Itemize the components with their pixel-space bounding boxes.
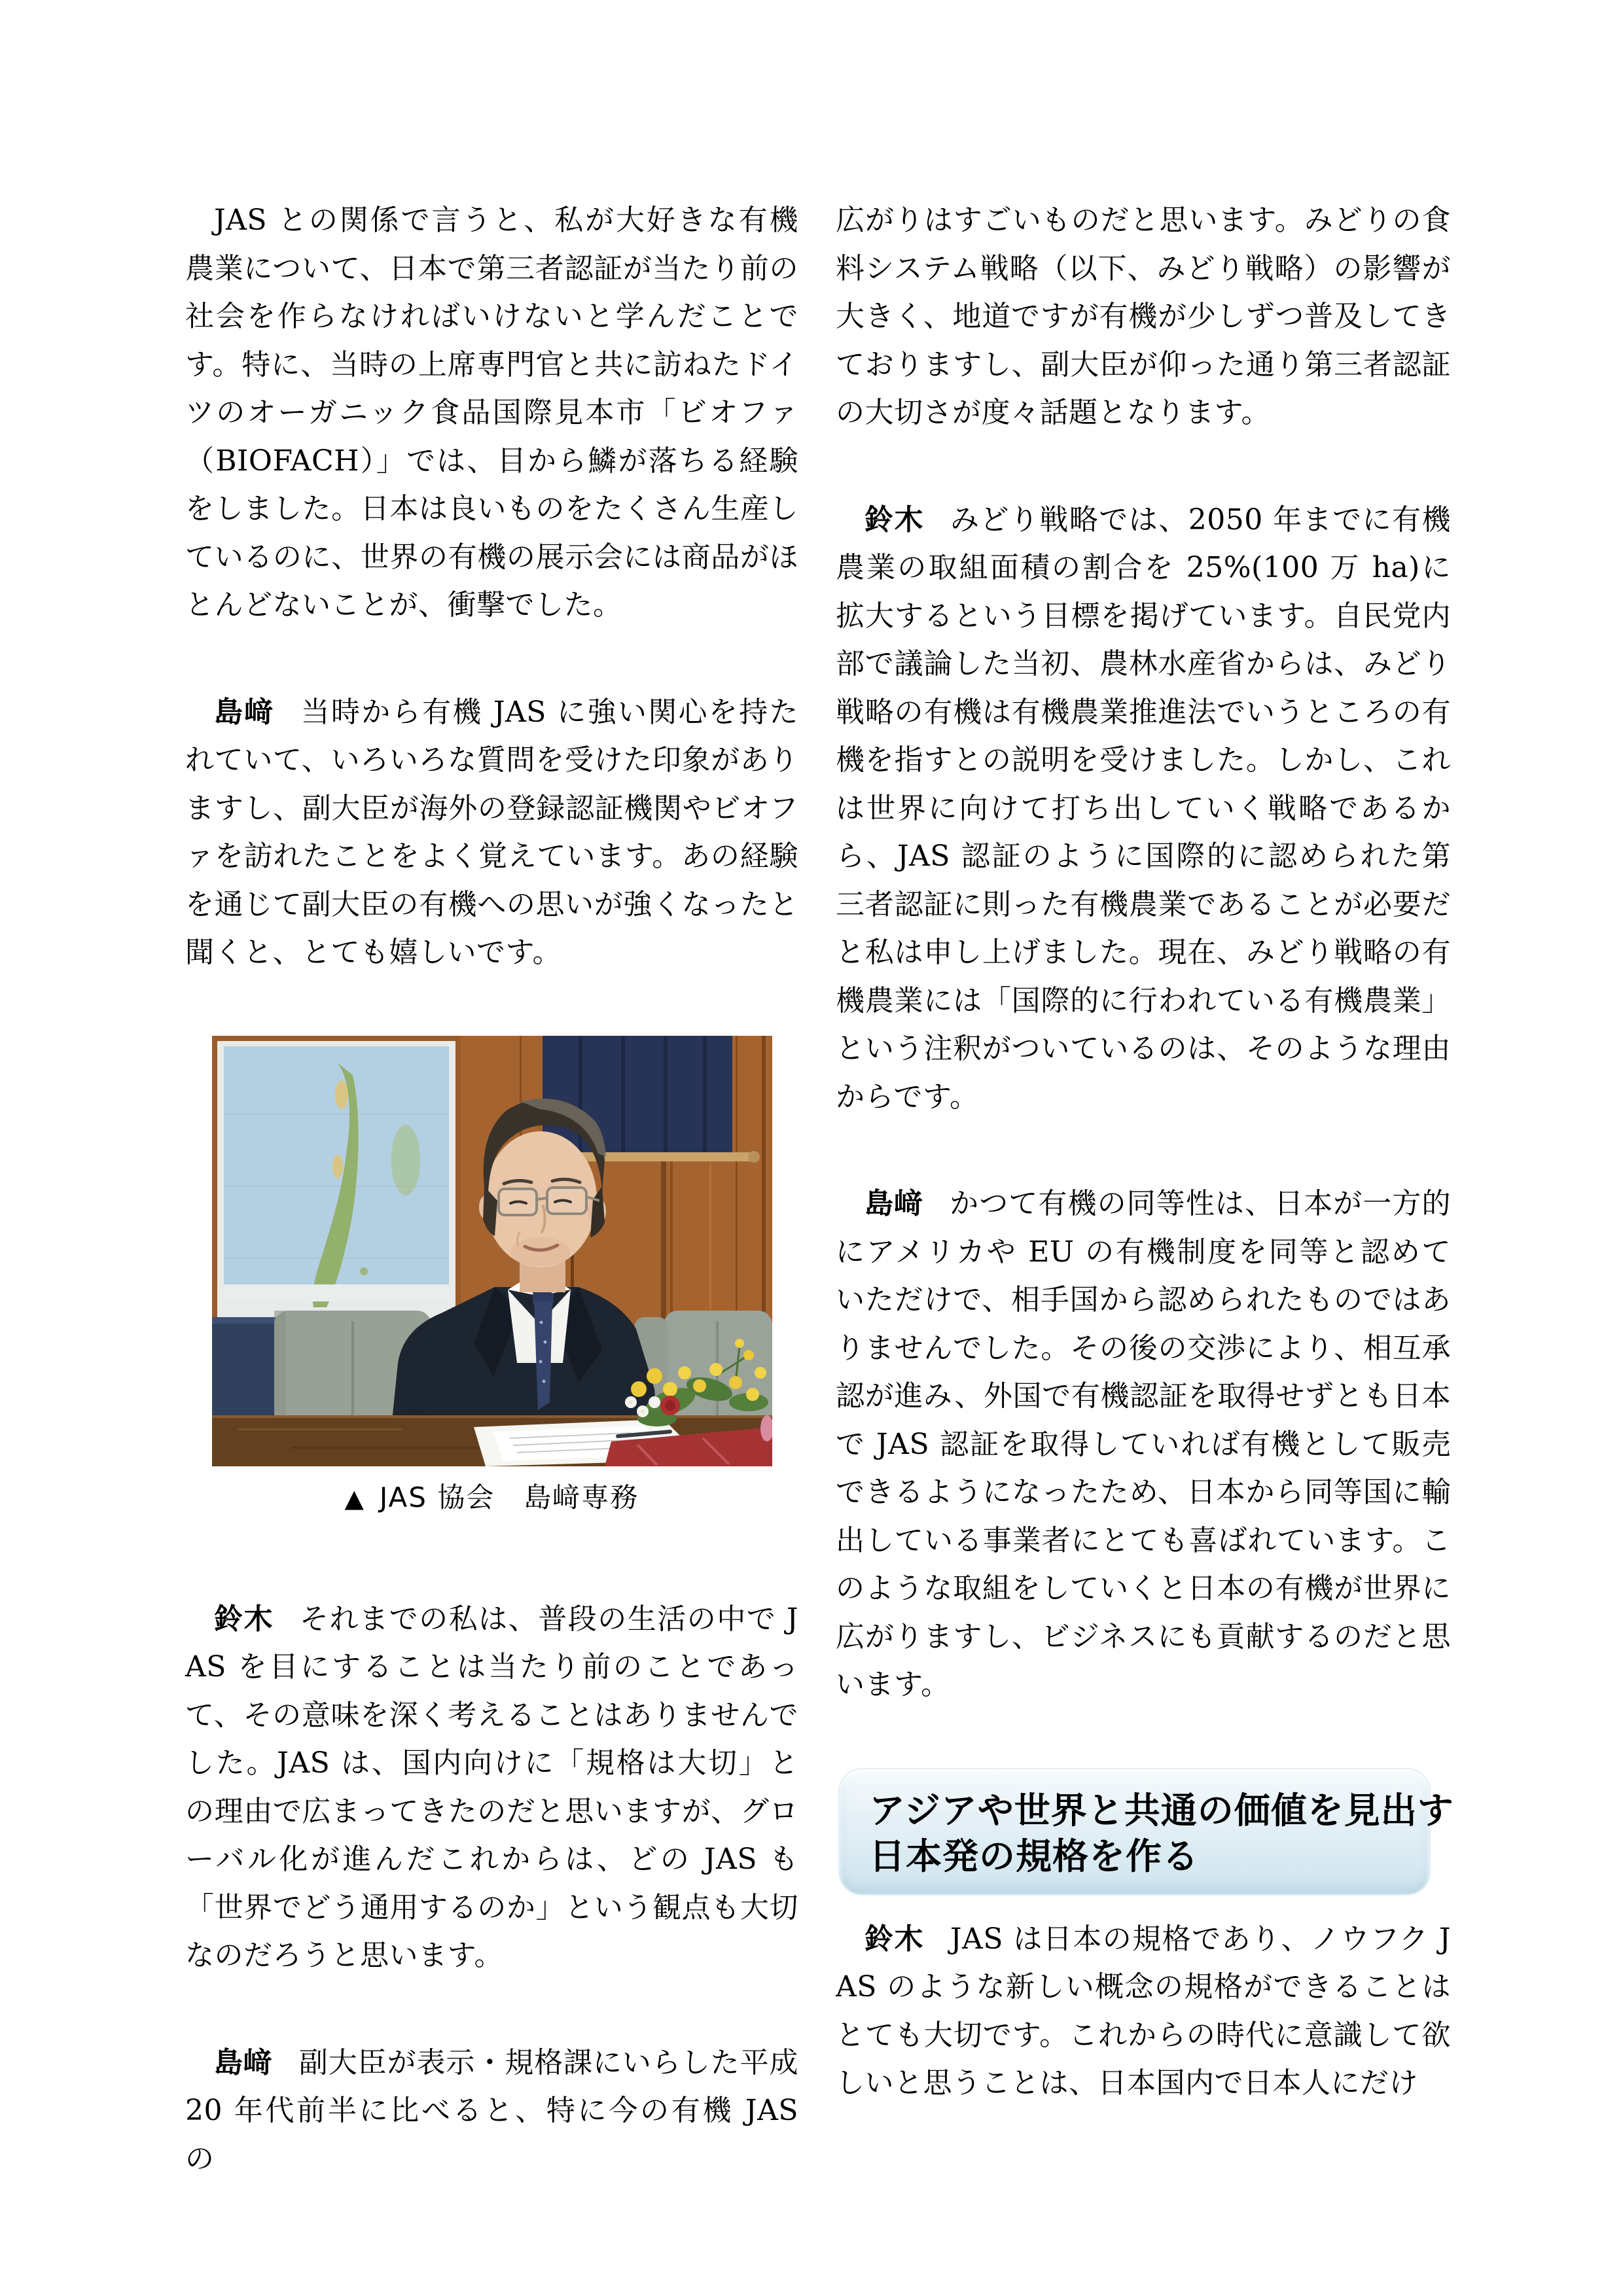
- section-heading-line1: アジアや世界と共通の価値を見出す: [869, 1789, 1454, 1831]
- left-column: [185, 196, 798, 2183]
- speaker-name: 鈴木: [214, 1602, 274, 1636]
- paragraph-text: みどり戦略では、2050 年までに有機農業の取組面積の割合を 25%(100 万 ha)に拡大するという目標を掲げています。自民党内部で議論した当初、農林水産省からは、みどり戦略の有機は有機農業推進法でいうところの有機を指すとの説明を受けました。しかし、これは世界に向けて打ち出していく戦略であるから、JAS 認証のように国際的に認められた第三者認証に則った有機農業であることが必要だと私は申し上げました。現在、みどり戦略の有機農業には「国際的に行われている有機農業」という注釈がついているのは、そのような理由からです。: [836, 503, 1452, 1114]
- paragraph-text: 副大臣が表示・規格課にいらした平成 20 年代前半に比べると、特に今の有機 JAS の: [185, 2045, 799, 2176]
- section-heading-line2: 日本発の規格を作る: [869, 1835, 1200, 1877]
- caption-triangle-icon: ▲: [344, 1483, 365, 1513]
- section-heading-box: [838, 1768, 1454, 1896]
- paragraph-text: JAS は日本の規格であり、ノウフク JAS のような新しい概念の規格ができることはとても大切です。これからの時代に意識して欲しいと思うことは、日本国内で日本人にだけ: [836, 1922, 1451, 2100]
- paragraph-text: かつて有機の同等性は、日本が一方的にアメリカや EU の有機制度を同等と認めていただけで、相手国から認められたものではありませんでした。その後の交渉により、相互承認が進み、外国で有機認証を取得せずとも日本で JAS 認証を取得していれば有機として販売できるようになったため、日本から同等国に輸出している事業者にとても喜ばれています。このような取組をしていくと日本の有機が世界に広がりますし、ビジネスにも貢献するのだと思います。: [836, 1187, 1452, 1701]
- interview-photo: [212, 1036, 772, 1466]
- paragraph-text: 広がりはすごいものだと思います。みどりの食料システム戦略（以下、みどり戦略）の影響が大きく、地道ですが有機が少しずつ普及してきておりますし、副大臣が仰った通り第三者認証の大切さが度々話題となります。: [836, 203, 1451, 429]
- paragraph: [836, 496, 1451, 1122]
- paragraph: [185, 688, 798, 977]
- paragraph: [185, 196, 798, 629]
- speaker-name: 鈴木: [865, 1922, 924, 1956]
- paragraph: [836, 1180, 1451, 1709]
- paragraph-text: JAS との関係で言うと、私が大好きな有機農業について、日本で第三者認証が当たり前の社会を作らなければいけないと学んだことです。特に、当時の上席専門官と共に訪ねたドイツのオーガニック食品国際見本市「ビオファ（BIOFACH）」では、目から鱗が落ちる経験をしました。日本は良いものをたくさん生産しているのに、世界の有機の展示会には商品がほとんどないことが、衝撃でした。: [185, 203, 798, 622]
- speaker-name: 島﨑: [214, 2045, 273, 2079]
- speaker-name: 島﨑: [214, 695, 275, 729]
- wall-map: [217, 1041, 455, 1318]
- photo-caption: [185, 1478, 798, 1518]
- paragraph: [185, 2039, 798, 2183]
- caption-text: JAS 協会 島﨑専務: [379, 1481, 639, 1513]
- paragraph: [836, 1915, 1451, 2108]
- right-column: [836, 196, 1454, 2108]
- paragraph-text: それまでの私は、普段の生活の中で JAS を目にすることは当たり前のことであって、その意味を深く考えることはありませんでした。JAS は、国内向けに「規格は大切」との理由で広まってきたのだと思いますが、グローバル化が進んだこれからは、どの JAS も「世界でどう通用するのか」という観点も大切なのだろうと思います。: [185, 1602, 799, 1972]
- paragraph-text: 当時から有機 JAS に強い関心を持たれていて、いろいろな質問を受けた印象がありますし、副大臣が海外の登録認証機関やビオファを訪れたことをよく覚えています。あの経験を通じて副大臣の有機への思いが強くなったと聞くと、とても嬉しいです。: [185, 695, 799, 969]
- speaker-name: 島﨑: [865, 1187, 924, 1220]
- interview-photo-figure: [185, 1036, 798, 1518]
- speaker-name: 鈴木: [865, 503, 924, 537]
- paragraph: [185, 1595, 798, 1980]
- paragraph: [836, 196, 1451, 437]
